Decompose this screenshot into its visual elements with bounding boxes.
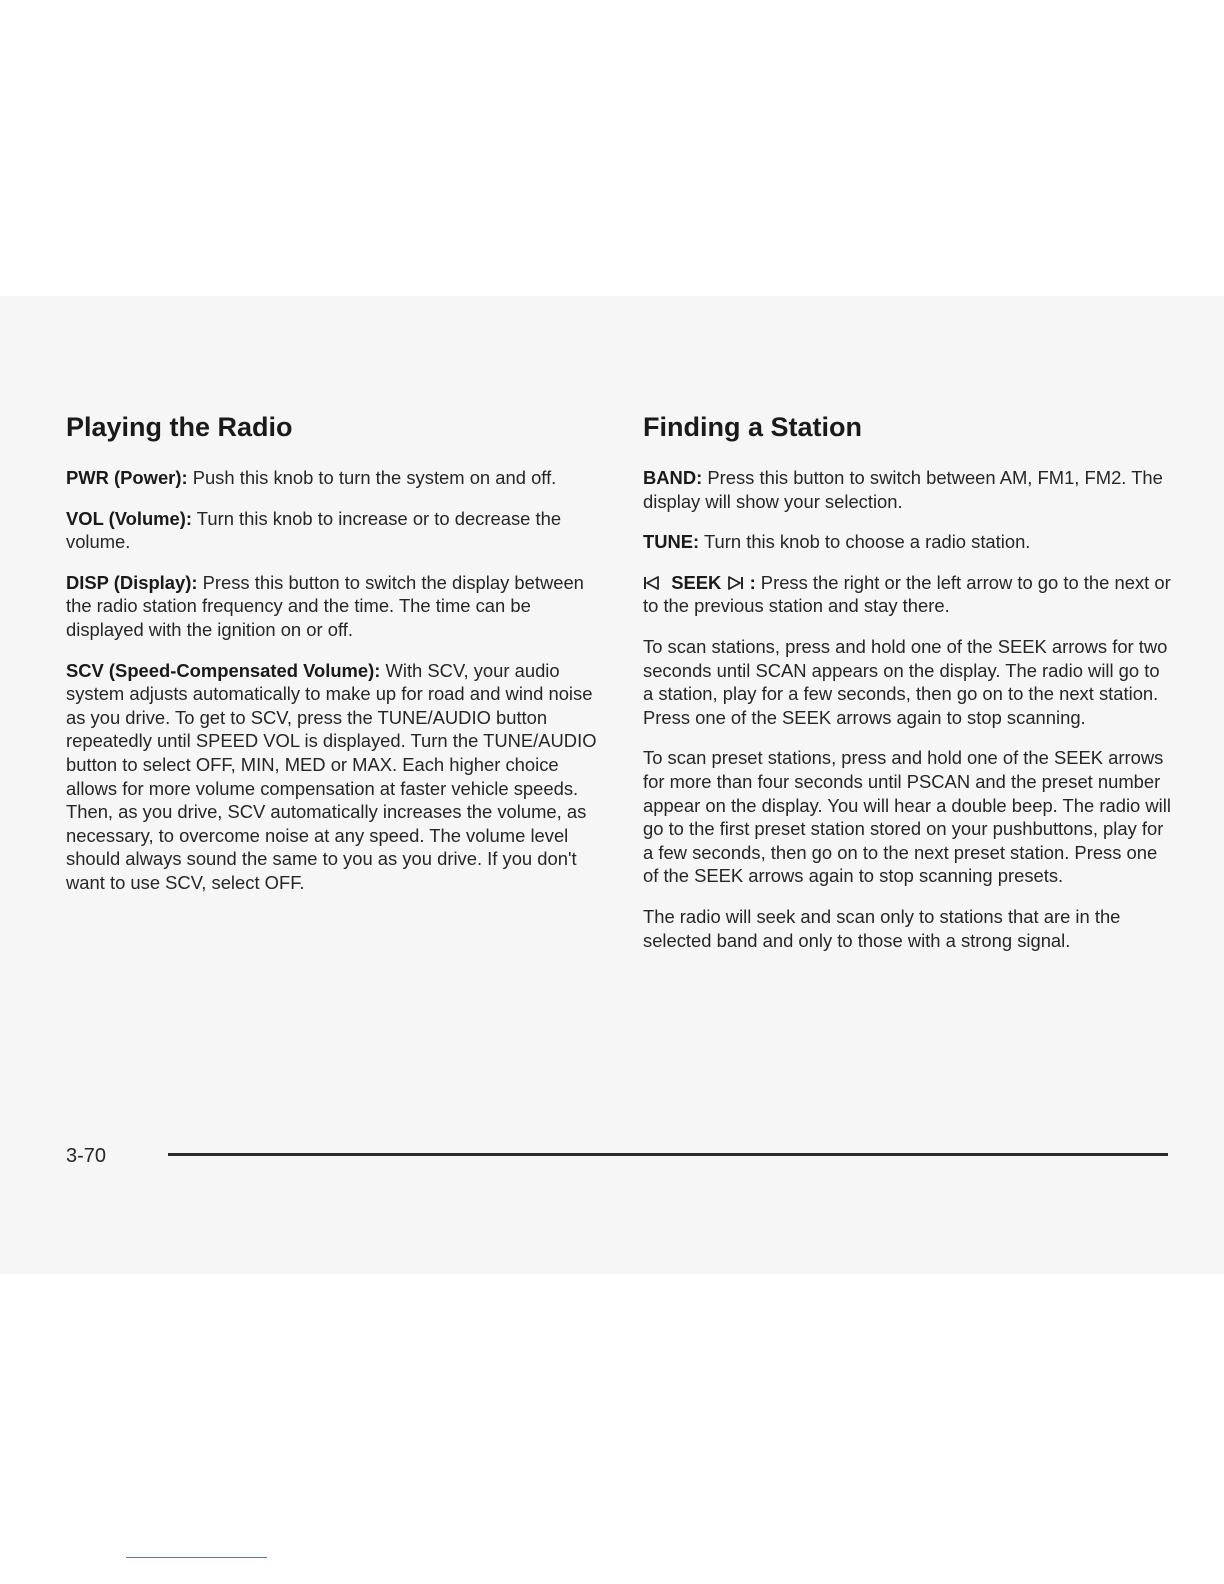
seek-back-arrow-icon <box>643 575 661 591</box>
pwr-paragraph <box>66 466 601 490</box>
section-title-playing-radio: Playing the Radio <box>66 412 293 442</box>
left-column <box>66 410 601 912</box>
pwr-text: Push this knob to turn the system on and off. <box>187 467 557 488</box>
scv-paragraph <box>66 659 601 895</box>
page-number: 3-70 <box>66 1145 107 1167</box>
scv-text: With SCV, your audio system adjusts automatically to make up for road and wind noise as you drive. To get to SCV, press the TUNE/AUDIO button repeatedly until SPEED VOL is displayed. Turn the TUNE/AUDIO button to select OFF, MIN, MED or MAX. Each higher choice allows for more volume compensation at faster vehicle speeds. Then, as you drive, SCV automatically increases the volume, as necessary, to overcome noise at any speed. The volume level should always sound the same to you as you drive. If you don't want to use SCV, select OFF. <box>66 659 597 893</box>
tune-term: TUNE: <box>643 531 700 553</box>
bottom-link-underline <box>126 1557 267 1558</box>
band-text: Press this button to switch between AM, FM1, FM2. The display will show your selection. <box>643 467 1163 512</box>
seek-paragraph <box>643 571 1173 618</box>
section-title-finding-station: Finding a Station <box>643 412 862 442</box>
band-paragraph <box>643 466 1173 513</box>
pscan-paragraph: To scan preset stations, press and hold one of the SEEK arrows for more than four seconds until PSCAN and the preset number appear on the display. You will hear a double beep. The radio will go to the first preset station stored on your pushbuttons, play for a few seconds, then go on to the next preset station. Press one of the SEEK arrows again to stop scanning presets. <box>643 747 1171 887</box>
scan-paragraph: To scan stations, press and hold one of the SEEK arrows for two seconds until SCAN appears on the display. The radio will go to a station, play for a few seconds, then go on to the next station. Press one of the SEEK arrows again to stop scanning. <box>643 635 1168 728</box>
pwr-term: PWR (Power): <box>66 467 188 488</box>
scv-term: SCV (Speed-Compensated Volume): <box>66 659 381 681</box>
band-term: BAND: <box>643 467 703 488</box>
disp-term: DISP (Display): <box>66 571 198 593</box>
vol-term: VOL (Volume): <box>66 507 193 529</box>
tune-text: Turn this knob to choose a radio station. <box>699 531 1031 553</box>
disp-paragraph <box>66 571 601 642</box>
vol-text: Turn this knob to increase or to decrease the volume. <box>66 507 562 553</box>
seek-colon: : <box>744 571 756 593</box>
tune-paragraph <box>643 530 1173 554</box>
footer-rule <box>168 1153 1168 1156</box>
band-note-paragraph: The radio will seek and scan only to stations that are in the selected band and only to those with a strong signal. <box>643 905 1121 951</box>
seek-forward-arrow-icon <box>726 575 744 591</box>
seek-term: SEEK <box>671 571 722 593</box>
disp-text: Press this button to switch the display between the radio station frequency and the time. The time can be displayed with the ignition on or off. <box>66 571 584 640</box>
vol-paragraph <box>66 507 601 554</box>
right-column <box>643 410 1173 969</box>
seek-text: Press the right or the left arrow to go to the next or to the previous station and stay there. <box>643 571 1171 617</box>
